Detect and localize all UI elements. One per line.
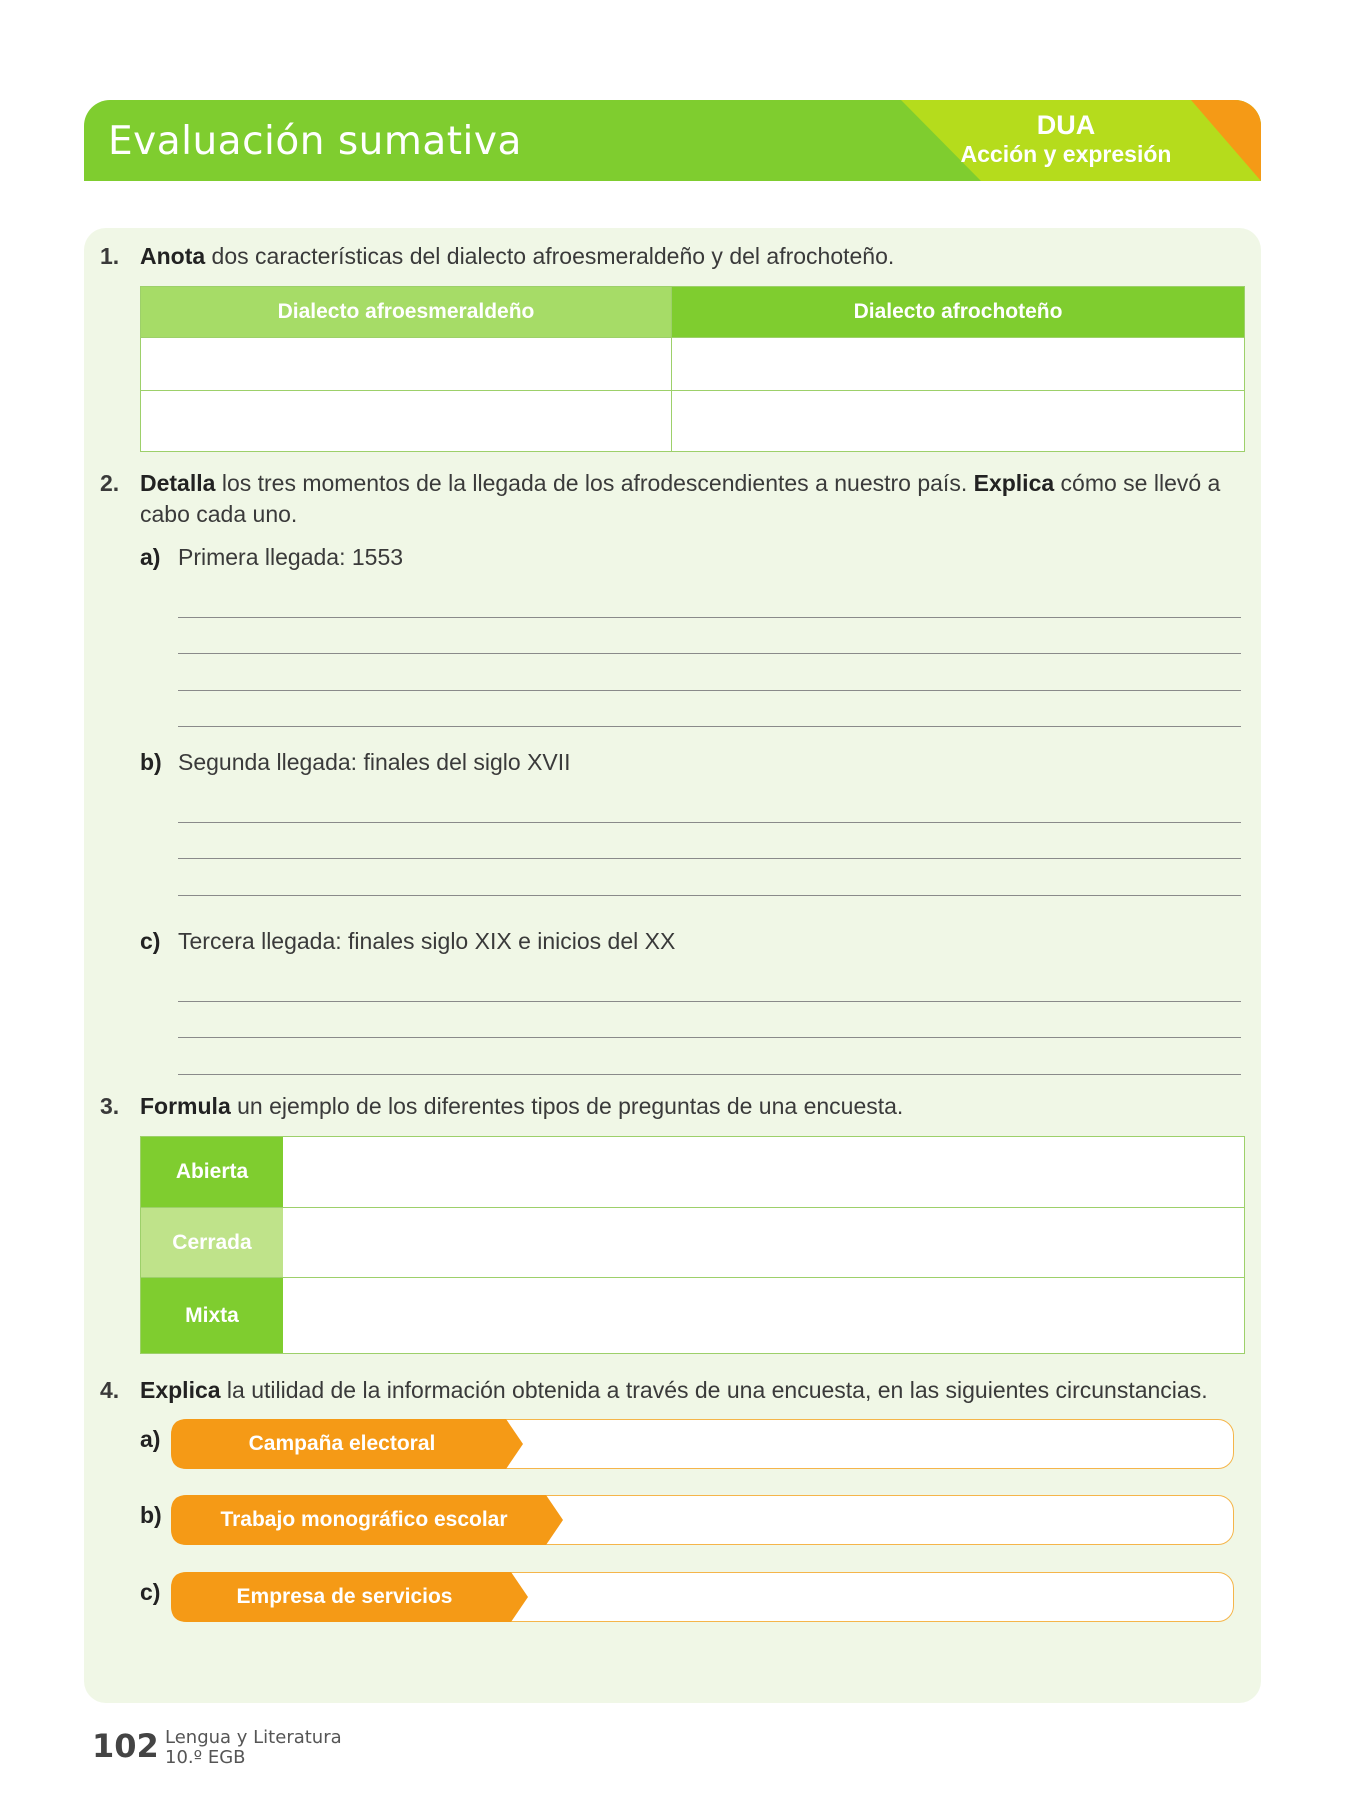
writing-line[interactable]	[178, 726, 1241, 727]
writing-line[interactable]	[178, 690, 1241, 691]
writing-line[interactable]	[178, 653, 1241, 654]
table-divider	[141, 390, 1244, 391]
question-verb: Anota	[140, 243, 206, 269]
question-verb: Explica	[140, 1377, 221, 1403]
question-body: cómo se llevó a cabo cada uno.	[140, 470, 1221, 527]
dua-title: DUA	[1036, 110, 1096, 140]
header-banner	[84, 100, 1261, 181]
row-label-abierta: Abierta	[141, 1137, 283, 1207]
question-text	[140, 1091, 1250, 1122]
pill-tag-label: Trabajo monográfico escolar	[220, 1508, 508, 1531]
subitem-text: Primera llegada: 1553	[178, 544, 404, 570]
subitem-text: Segunda llegada: finales del siglo XVII	[178, 749, 571, 775]
question-verb: Formula	[140, 1093, 231, 1119]
dua-badge	[951, 110, 1181, 168]
answer-cell[interactable]	[674, 339, 1242, 389]
question-body: los tres momentos de la llegada de los afrodescendientes a nuestro país.	[215, 470, 974, 496]
question-text	[140, 468, 1245, 530]
pill-tag-label: Campaña electoral	[248, 1432, 436, 1455]
writing-line[interactable]	[178, 858, 1241, 859]
question-number: 3.	[100, 1093, 120, 1119]
dua-subtitle: Acción y expresión	[960, 141, 1172, 167]
subitem-text: Tercera llegada: finales siglo XIX e inicios del XX	[178, 928, 676, 954]
writing-line[interactable]	[178, 1001, 1241, 1002]
subitem-a	[140, 544, 404, 571]
subitem-label: b)	[140, 749, 162, 775]
table-divider	[671, 287, 672, 451]
answer-cell[interactable]	[674, 392, 1242, 449]
row-label-mixta: Mixta	[141, 1278, 283, 1353]
question-number: 4.	[100, 1377, 120, 1403]
subitem-b	[140, 749, 571, 776]
table-header-afroesmeraldeno: Dialecto afroesmeraldeño	[141, 287, 671, 337]
writing-line[interactable]	[178, 1074, 1241, 1075]
pill-label: b)	[140, 1502, 162, 1528]
answer-cell[interactable]	[143, 392, 669, 449]
pill-label: c)	[140, 1579, 161, 1605]
writing-line[interactable]	[178, 822, 1241, 823]
pill-label: a)	[140, 1426, 161, 1452]
answer-pill-trabajo[interactable]	[171, 1495, 1234, 1545]
subitem-label: c)	[140, 928, 161, 954]
question-body: la utilidad de la información obtenida a través de una encuesta, en las siguientes circunstancias.	[220, 1377, 1208, 1403]
question-number: 1.	[100, 243, 120, 269]
page-number: 102	[92, 1727, 159, 1765]
answer-cell[interactable]	[285, 1278, 1243, 1352]
answer-cell[interactable]	[285, 1208, 1243, 1276]
answer-pill-campana[interactable]	[171, 1419, 1234, 1469]
question-text	[140, 1375, 1250, 1406]
answer-pill-empresa[interactable]	[171, 1572, 1234, 1622]
question-verb: Detalla	[140, 470, 216, 496]
subitem-label: a)	[140, 544, 161, 570]
question-body: un ejemplo de los diferentes tipos de preguntas de una encuesta.	[230, 1093, 904, 1119]
table-divider	[141, 337, 1244, 338]
question-types-table	[140, 1136, 1245, 1354]
question-verb: Explica	[973, 470, 1055, 496]
writing-line[interactable]	[178, 617, 1241, 618]
table-header-afrochoteno: Dialecto afrochoteño	[672, 287, 1244, 337]
footer-grade: 10.º EGB	[165, 1747, 246, 1768]
writing-line[interactable]	[178, 1037, 1241, 1038]
question-body: dos características del dialecto afroesmeraldeño y del afrochoteño.	[205, 243, 895, 269]
pill-tag-label: Empresa de servicios	[236, 1585, 453, 1608]
row-label-cerrada: Cerrada	[141, 1208, 283, 1277]
question-text	[140, 241, 1250, 272]
footer-subject: Lengua y Literatura	[165, 1727, 342, 1748]
answer-cell[interactable]	[285, 1137, 1243, 1206]
subitem-c	[140, 928, 676, 955]
question-number: 2.	[100, 470, 120, 496]
page-title: Evaluación sumativa	[108, 119, 522, 164]
answer-cell[interactable]	[143, 339, 669, 389]
writing-line[interactable]	[178, 895, 1241, 896]
dialect-table	[140, 286, 1245, 452]
